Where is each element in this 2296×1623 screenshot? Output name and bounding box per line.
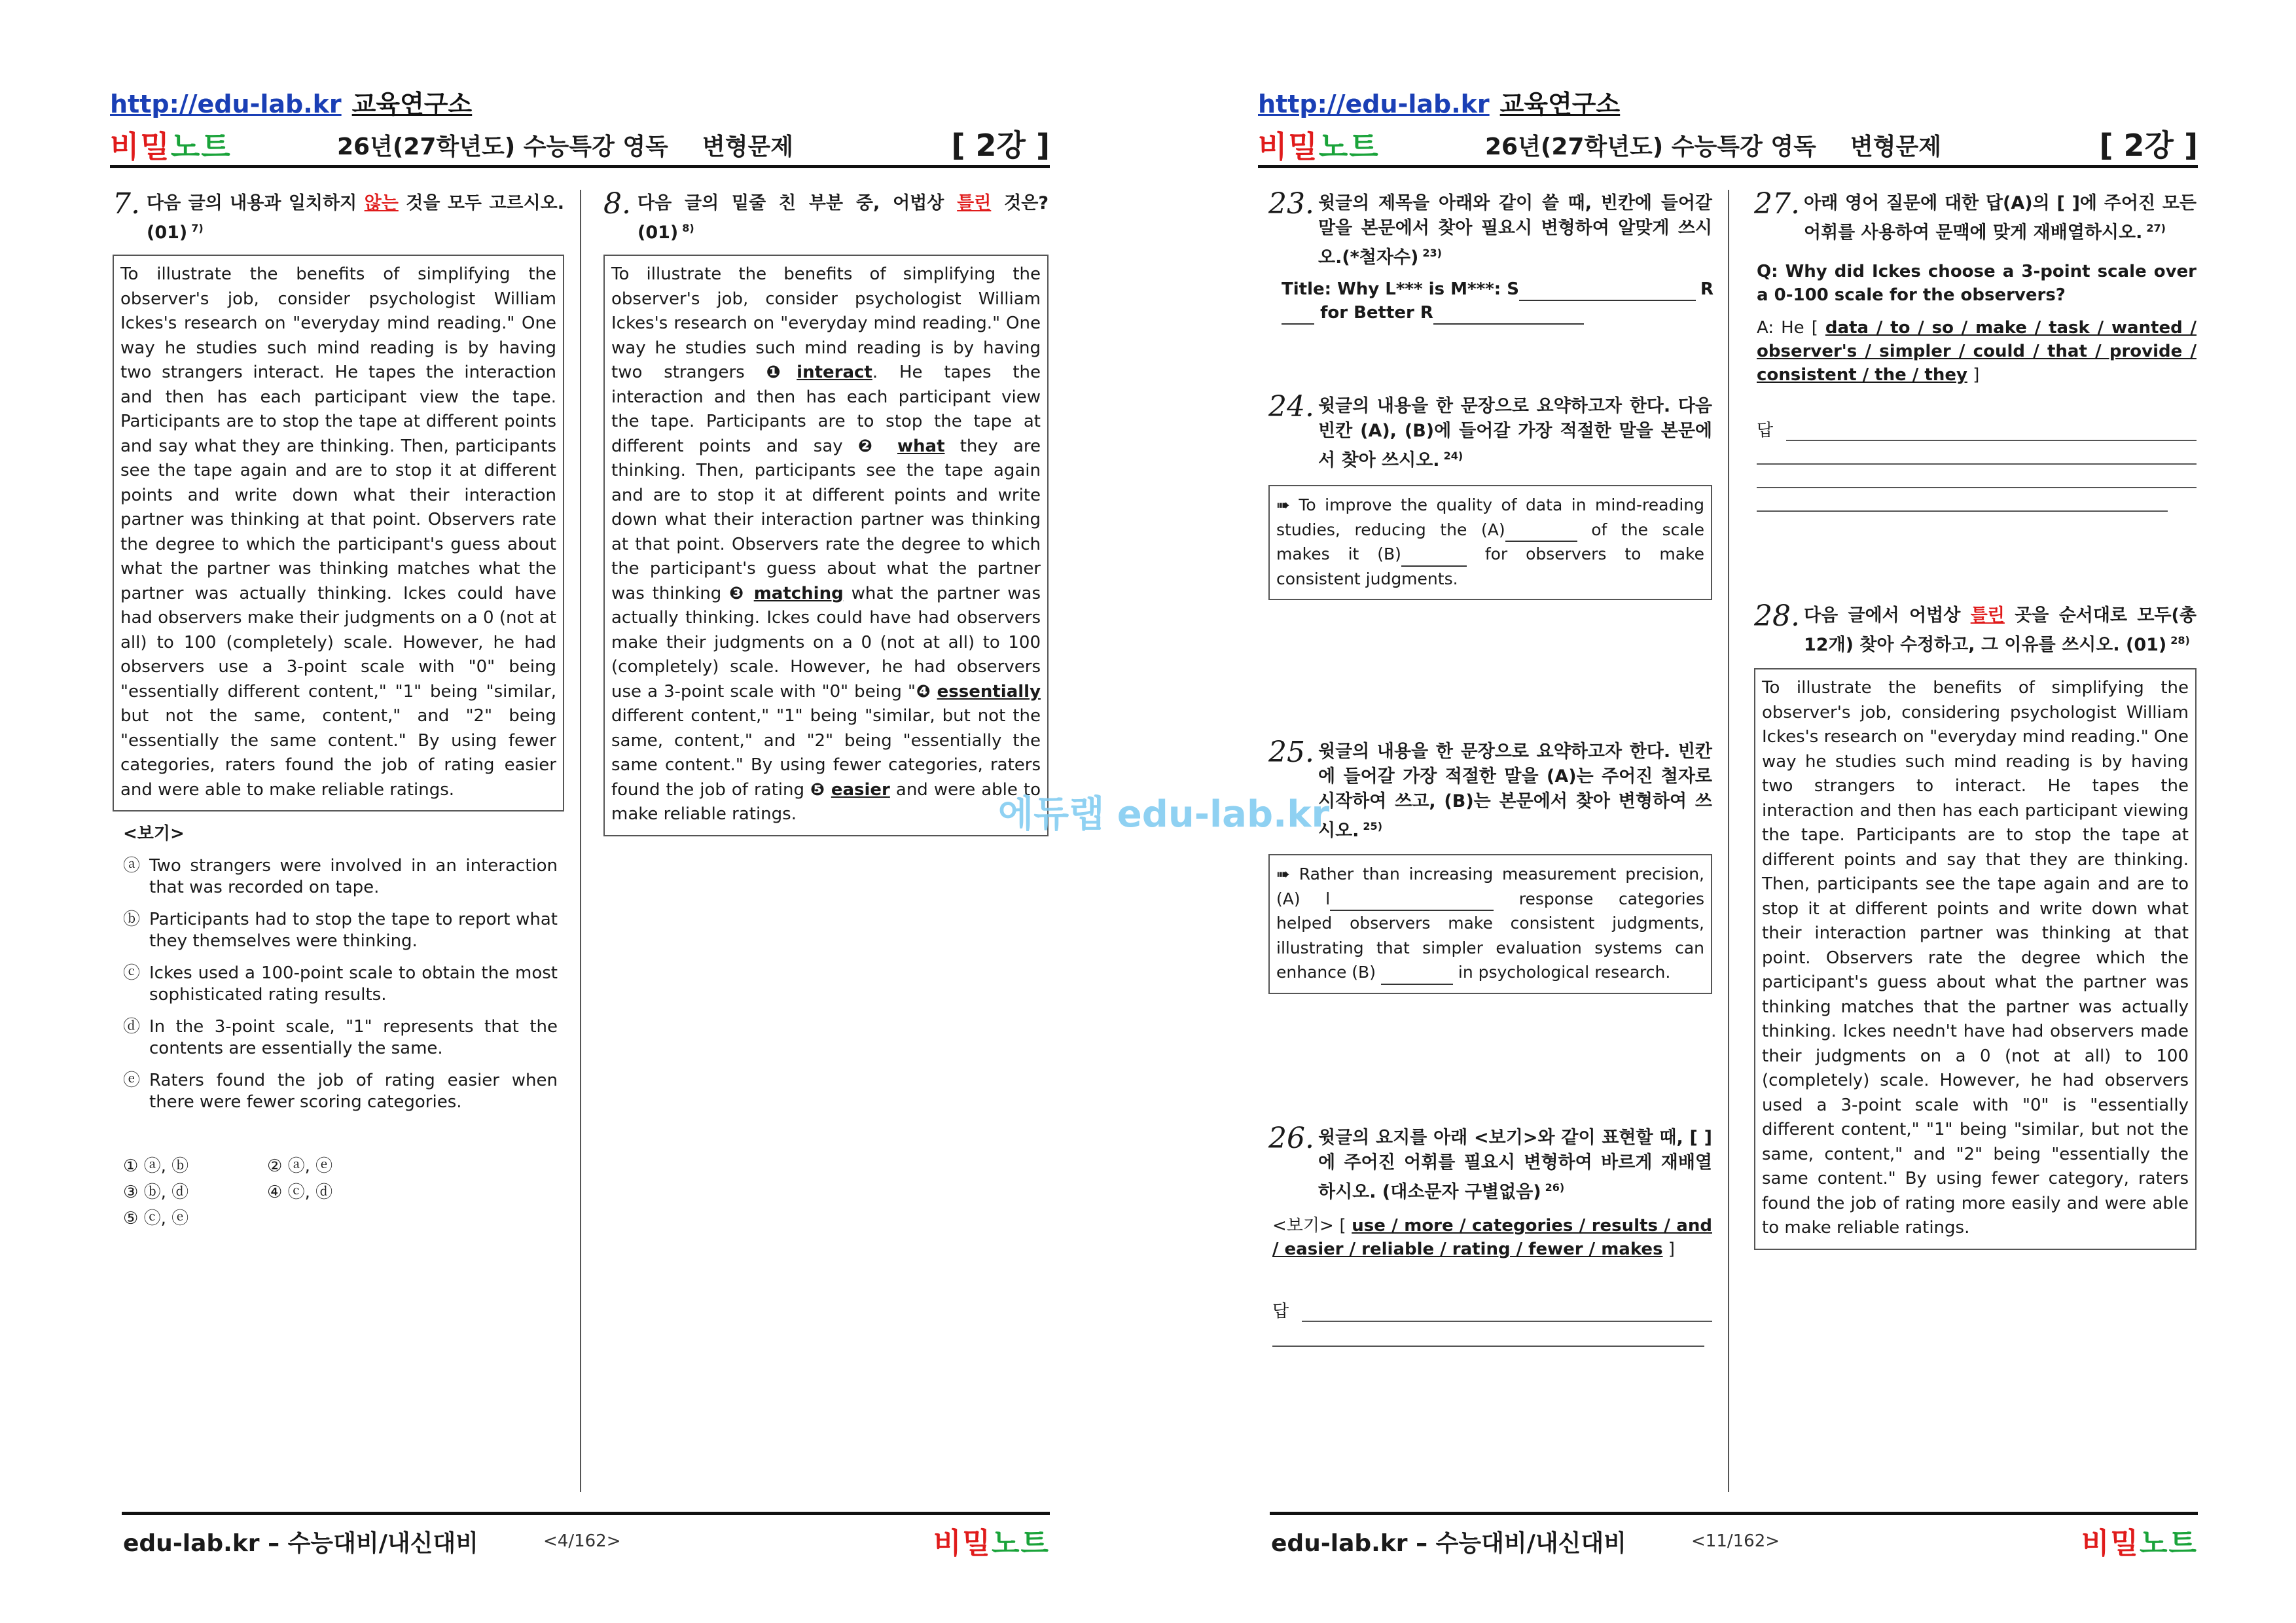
page-number: <11/162> xyxy=(1691,1531,1780,1551)
question-prompt: 윗글의 제목을 아래와 같이 쓸 때, 빈칸에 들어갈 말을 본문에서 찾아 필요시 변형하여 알맞게 쓰시오.(*철자수) $^{23)}$ xyxy=(1318,193,1712,268)
q23-title-blank: Title: Why L*** is M***: S R for Better R xyxy=(1282,277,1713,325)
marker-2: ❷ xyxy=(857,436,882,456)
answer-label: 답 xyxy=(1272,1302,1289,1321)
bogi-item-c: ⓒ Ickes used a 100-point scale to obtain the most sophisticated rating results. xyxy=(123,963,558,1005)
brand-part-b: 노트 xyxy=(170,129,232,164)
question-23 xyxy=(1268,187,1712,270)
question-number: 7. xyxy=(113,187,140,221)
header-rule xyxy=(110,165,1050,168)
blank-a[interactable] xyxy=(1505,526,1577,542)
watermark: 에듀랩 edu-lab.kr xyxy=(998,793,1330,836)
question-prompt: 다음 글에서 어법상 틀린 곳을 순서대로 모두(총 12개) 찾아 수정하고, 그 이유를 쓰시오. (01) $^{28)}$ xyxy=(1804,605,2197,655)
header-title xyxy=(337,128,793,162)
underline-5: easier xyxy=(831,779,890,800)
q7-bogi xyxy=(123,823,558,1113)
lecture-number: [ 2강 ] xyxy=(2099,128,2198,163)
passage-box: To illustrate the benefits of simplifying the observer's job, consider psychologist William Ickes's research on "everyday mind reading." One way he studies such mind reading is by having two strangers interact. He tapes the interaction and then has each participant view the tape. Participants are to stop the tape at different points and say what they are thinking. Then, participants see the tape again and are to stop it at different points and write down what their interaction partner was thinking at that point. Observers rate the degree to which the participant's guess about what the partner was thinking matches what the partner was actually thinking. Ickes could have had observers make their judgments on a 0 (not at all) to 100 (completely) scale. However, he had observers use a 3-point scale with "0" being "essentially different content," "1" being "similar, but not the same, content," and "2" being "essentially the same content." By using fewer categories, raters found the job of rating easier and were able to make reliable ratings. xyxy=(113,255,564,812)
question-27 xyxy=(1754,187,2197,512)
page-number: <4/162> xyxy=(543,1531,621,1551)
answer-label: 답 xyxy=(1757,421,1774,440)
question-8 xyxy=(603,187,1049,836)
summary-box: ➠ Rather than increasing measurement precision, (A) l response categories helped observers make consistent judgments, illustrating that simpler evaluation systems can enhance (B) in psychological research. xyxy=(1268,854,1712,994)
passage-box: To illustrate the benefits of simplifying the observer's job, considering psychologist William Ickes's research on "everyday mind reading." One way he studies such mind reading is by having two strangers to interact. He tapes the interaction and then has each participant viewing the tape. Participants are to stop the tape at different points and say that they are thinking. Then, participants see the tape again and are to stop it at different points and write down what their interaction partner was thinking at that point. Observers rate the degree which the participant's guess about what the partner was thinking matches that the partner was actually thinking. Ickes needn't have had observers made their judgments on a 0 (not at all) to 100 (completely) scale. However, he had observers used a 3-point scale with "0" is "essentially different content," "1" being "similar, but not the same, content," and "2" being "essentially the same content." By using fewer category, raters found the job of rating more easily and were able to make reliable ratings. xyxy=(1754,668,2197,1250)
answer-area xyxy=(1754,417,2197,441)
institute-name: 교육연구소 xyxy=(1499,90,1621,118)
answer-line-2[interactable] xyxy=(1757,445,2197,465)
footer-rule xyxy=(122,1512,1050,1515)
lecture-number: [ 2강 ] xyxy=(951,128,1050,163)
question-number: 28. xyxy=(1754,599,1800,633)
question-number: 8. xyxy=(603,187,631,221)
question-number: 26. xyxy=(1268,1122,1314,1155)
site-link[interactable]: http://edu-lab.kr xyxy=(110,90,342,118)
question-number: 25. xyxy=(1268,736,1314,769)
question-25 xyxy=(1268,736,1712,994)
footer-site: edu-lab.kr – 수능대비/내신대비 xyxy=(123,1530,478,1557)
bogi-item-a: ⓐ Two strangers were involved in an interaction that was recorded on tape. xyxy=(123,856,558,897)
choice-1[interactable]: ① ⓐ, ⓑ xyxy=(123,1156,189,1176)
underline-4: essentially xyxy=(937,681,1041,702)
choice-4[interactable]: ④ ⓒ, ⓓ xyxy=(267,1183,333,1202)
question-number: 27. xyxy=(1754,187,1800,221)
question-prompt: 다음 글의 밑줄 친 부분 중, 어법상 틀린 것은? (01) $^{8)}$ xyxy=(637,193,1049,243)
marker-1: ❶ xyxy=(766,363,797,382)
brand-logo xyxy=(110,123,232,166)
word-bank: <보기> [ use / more / categories / results / and / easier / reliable / rating / fewer / makes ] xyxy=(1272,1216,1712,1259)
column-divider xyxy=(1728,190,1729,1492)
choice-3[interactable]: ③ ⓑ, ⓓ xyxy=(123,1183,189,1202)
footer-brand: 비밀노트 xyxy=(933,1527,1050,1560)
institute-name: 교육연구소 xyxy=(351,90,473,118)
blank-b[interactable] xyxy=(1401,551,1467,567)
answer-line-1[interactable] xyxy=(1302,1301,1712,1322)
choice-2[interactable]: ② ⓐ, ⓔ xyxy=(267,1156,333,1176)
answer-line-3[interactable] xyxy=(1757,469,2197,488)
underline-2: what xyxy=(897,436,945,456)
header-url xyxy=(110,84,472,120)
question-number: 23. xyxy=(1268,187,1314,221)
marker-5: ❺ xyxy=(810,779,825,800)
brand-part-a: 비밀 xyxy=(110,129,171,164)
underline-1: interact xyxy=(797,363,872,382)
footer-site: edu-lab.kr – 수능대비/내신대비 xyxy=(1271,1530,1626,1557)
question-26 xyxy=(1268,1122,1712,1347)
question-24 xyxy=(1268,390,1712,600)
passage-box: To illustrate the benefits of simplifying the observer's job, consider psychologist William Ickes's research on "everyday mind reading." One way he studies such mind reading is by having two strangers ❶interact. He tapes the interaction and then has each participant view the tape. Participants are to stop the tape at different points and say ❷ what they are thinking. Then, participants see the tape again and are to stop it at different points and write down what their interaction partner was thinking at that point. Observers rate the degree to which the participant's guess about what the partner was thinking ❸ matching what the partner was actually thinking. Ickes could have had observers make their judgments on a 0 (not at all) to 100 (completely) scale. However, he had observers use a 3-point scale with "0" being "❹ essentially different content," "1" being "similar, but not the same, content," and "2" being "essentially the same content." By using fewer categories, raters found the job of rating ❺ easier and were able to make reliable ratings. xyxy=(603,255,1049,836)
question-prompt: 윗글의 내용을 한 문장으로 요약하고자 한다. 빈칸에 들어갈 가장 적절한 말을 (A)는 주어진 철자로 시작하여 쓰고, (B)는 본문에서 찾아 변형하여 쓰시오. $^{25)}$ xyxy=(1318,741,1712,841)
blank-a[interactable] xyxy=(1330,895,1494,911)
answer-area xyxy=(1268,1298,1712,1322)
bogi-item-b: ⓑ Participants had to stop the tape to report what they themselves were thinking. xyxy=(123,910,558,951)
question-prompt: 다음 글의 내용과 일치하지 않는 것을 모두 고르시오. (01) $^{7)}$ xyxy=(147,193,565,243)
column-divider xyxy=(580,190,581,1492)
answer-line-4[interactable] xyxy=(1757,492,2168,512)
site-link[interactable]: http://edu-lab.kr xyxy=(1258,90,1490,118)
question-prompt: 윗글의 내용을 한 문장으로 요약하고자 한다. 다음 빈칸 (A), (B)에 들어갈 가장 적절한 말을 본문에서 찾아 쓰시오. $^{24)}$ xyxy=(1318,396,1712,471)
brand-logo: 비밀노트 xyxy=(1258,129,1380,164)
blank-b[interactable] xyxy=(1381,969,1453,985)
question-7 xyxy=(113,187,565,812)
marker-4: ❹ xyxy=(915,681,931,702)
english-question: Q: Why did Ickes choose a 3-point scale over a 0-100 scale for the observers? xyxy=(1757,262,2197,305)
blank-r2[interactable] xyxy=(1433,304,1584,325)
word-bank: A: He [ data / to / so / make / task / wanted / observer's / simpler / could / that / provide / consistent / the / they ] xyxy=(1757,318,2197,385)
summary-box: ➠ To improve the quality of data in mind-reading studies, reducing the (A) of the scale makes it (B) for observers to make consistent judgments. xyxy=(1268,485,1712,600)
bogi-label: <보기> xyxy=(123,824,185,844)
bogi-item-e: ⓔ Raters found the job of rating easier when there were fewer scoring categories. xyxy=(123,1071,558,1112)
bogi-item-d: ⓓ In the 3-point scale, "1" represents that the contents are essentially the same. xyxy=(123,1017,558,1058)
question-number: 24. xyxy=(1268,390,1314,423)
marker-3: ❸ xyxy=(729,583,746,603)
header-title-a: 26년(27학년도) 수능특강 영독 xyxy=(337,134,668,160)
question-prompt: 아래 영어 질문에 대한 답(A)의 [ ]에 주어진 모든 어휘를 사용하여 문맥에 맞게 재배열하시오. $^{27)}$ xyxy=(1804,193,2197,243)
header-url xyxy=(1258,84,1620,120)
q7-choices xyxy=(123,1153,450,1238)
header-rule xyxy=(1258,165,2198,168)
answer-line-2[interactable] xyxy=(1272,1331,1704,1347)
question-28 xyxy=(1754,599,2197,1250)
underline-3: matching xyxy=(753,583,844,603)
blank-s[interactable] xyxy=(1519,280,1696,301)
question-prompt: 윗글의 요지를 아래 <보기>와 같이 표현할 때, [ ]에 주어진 어휘를 필요시 변형하여 바르게 재배열하시오. (대소문자 구별없음) $^{26)}$ xyxy=(1318,1128,1712,1202)
blank-r[interactable] xyxy=(1282,304,1314,325)
choice-5[interactable]: ⑤ ⓒ, ⓔ xyxy=(123,1209,189,1228)
footer-brand: 비밀노트 xyxy=(2081,1527,2198,1560)
footer-rule xyxy=(1270,1512,2198,1515)
answer-line-1[interactable] xyxy=(1786,420,2197,441)
header-title-b: 변형문제 xyxy=(702,134,794,160)
header-title: 26년(27학년도) 수능특강 영독 변형문제 xyxy=(1485,134,1942,160)
